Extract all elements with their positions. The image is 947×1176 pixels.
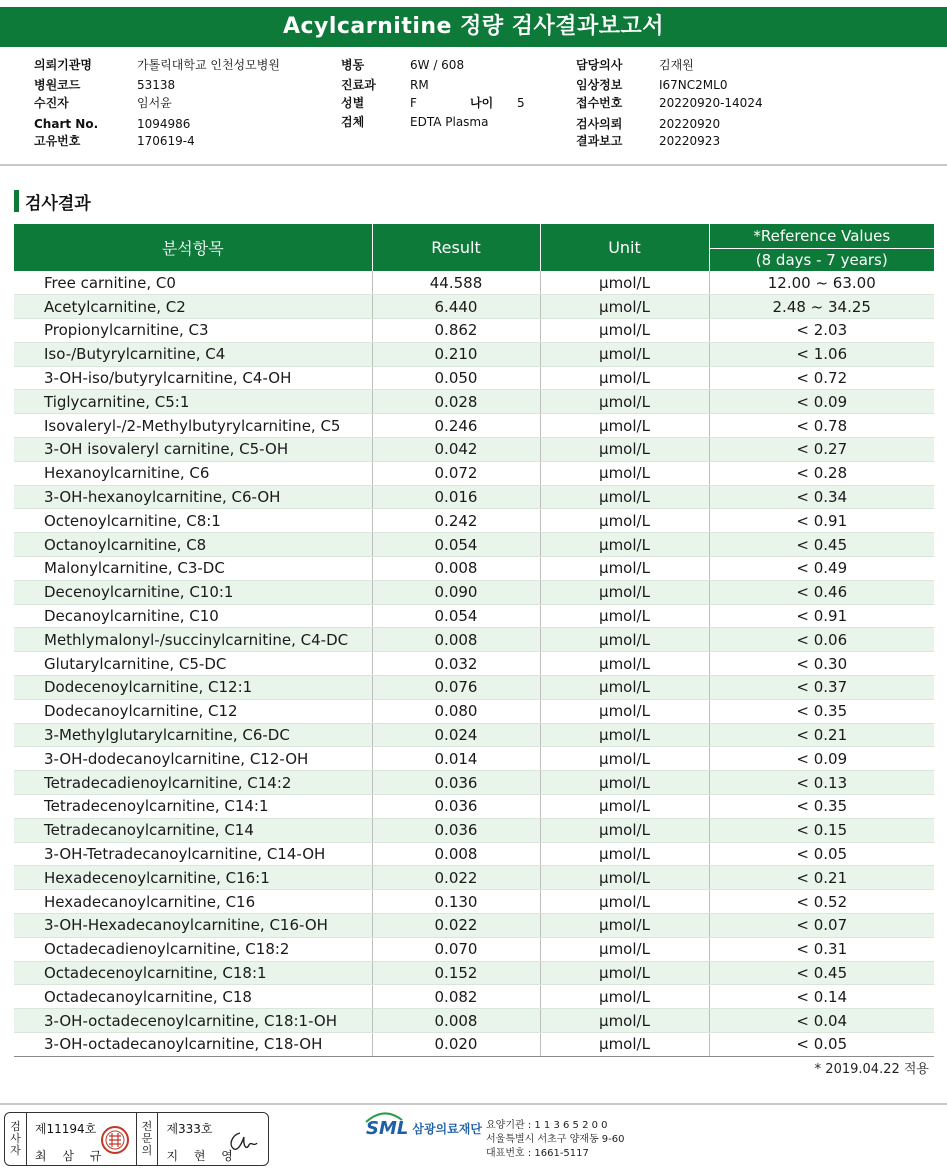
reference-value: < 1.06: [709, 342, 934, 366]
analyte-name: Octanoylcarnitine, C8: [14, 533, 372, 557]
table-row: [14, 747, 934, 771]
reference-value: < 0.45: [709, 533, 934, 557]
contact-info: [486, 1119, 625, 1161]
result-value: 0.022: [372, 866, 540, 890]
reference-value: < 0.35: [709, 795, 934, 819]
table-row: [14, 485, 934, 509]
result-value: 0.210: [372, 342, 540, 366]
result-value: 0.014: [372, 747, 540, 771]
specialist-name: 지 현 영: [166, 1149, 239, 1163]
table-row: [14, 414, 934, 438]
result-value: 0.246: [372, 414, 540, 438]
reference-value: < 0.37: [709, 676, 934, 700]
unique-label: 고유번호: [34, 134, 81, 148]
result-value: 0.090: [372, 580, 540, 604]
analyte-name: Octenoylcarnitine, C8:1: [14, 509, 372, 533]
result-value: 0.028: [372, 390, 540, 414]
unique-value: 170619-4: [137, 134, 195, 148]
specialist-label-char: 전: [141, 1120, 153, 1133]
table-row: [14, 295, 934, 319]
report-title: Acylcarnitine 정량 검사결과보고서: [0, 7, 947, 47]
result-value: 20220923: [659, 134, 721, 148]
result-value: 0.054: [372, 604, 540, 628]
table-row: [14, 842, 934, 866]
dept-value: RM: [410, 78, 429, 92]
table-row: [14, 557, 934, 581]
table-row: [14, 1033, 934, 1057]
table-row: [14, 985, 934, 1009]
table-row: [14, 866, 934, 890]
analyte-name: Acetylcarnitine, C2: [14, 295, 372, 319]
reference-value: < 0.35: [709, 699, 934, 723]
analyte-name: Decanoylcarnitine, C10: [14, 604, 372, 628]
signature-icon: [224, 1127, 260, 1157]
reference-value: < 0.07: [709, 914, 934, 938]
result-value: 0.080: [372, 699, 540, 723]
result-value: 0.020: [372, 1033, 540, 1057]
dept-label: 진료과: [341, 78, 376, 92]
section-title: 검사결과: [25, 193, 91, 214]
chart-value: 1094986: [137, 117, 191, 131]
header-age-range: (8 days - 7 years): [709, 248, 934, 271]
table-row: [14, 818, 934, 842]
result-value: 0.082: [372, 985, 540, 1009]
inspector-license: 제11194호: [34, 1122, 97, 1136]
unit-value: μmol/L: [540, 557, 709, 581]
analyte-name: Isovaleryl-/2-Methylbutyrylcarnitine, C5: [14, 414, 372, 438]
unit-value: μmol/L: [540, 1009, 709, 1033]
doctor-label: 담당의사: [576, 58, 623, 72]
unit-value: μmol/L: [540, 366, 709, 390]
result-value: 0.036: [372, 771, 540, 795]
result-value: 0.152: [372, 961, 540, 985]
unit-value: μmol/L: [540, 771, 709, 795]
specialist-cell: [158, 1113, 268, 1165]
table-row: [14, 652, 934, 676]
result-label: 결과보고: [576, 134, 623, 148]
patient-value: 임서윤: [137, 96, 172, 110]
section-marker: [14, 190, 19, 212]
inspector-name: 최 삼 규: [34, 1149, 108, 1163]
reference-value: < 0.52: [709, 890, 934, 914]
address: 서울특별시 서초구 양재동 9-60: [486, 1134, 625, 1145]
unit-value: μmol/L: [540, 342, 709, 366]
specialist-label: [137, 1113, 159, 1165]
hospital-value: 가톨릭대학교 인천성모병원: [137, 58, 280, 72]
chart-label: Chart No.: [34, 117, 99, 131]
results-body: [14, 271, 934, 1056]
table-row: [14, 723, 934, 747]
institution-number: 요양기관 : 1 1 3 6 5 2 0 0: [486, 1120, 608, 1131]
inspector-cell: [27, 1113, 137, 1165]
result-value: 0.070: [372, 937, 540, 961]
reference-value: < 0.05: [709, 842, 934, 866]
seal-icon: [100, 1125, 130, 1155]
unit-value: μmol/L: [540, 604, 709, 628]
analyte-name: Hexadecanoylcarnitine, C16: [14, 890, 372, 914]
unit-value: μmol/L: [540, 866, 709, 890]
result-value: 0.050: [372, 366, 540, 390]
sex-label: 성별: [341, 96, 365, 110]
reference-value: < 0.46: [709, 580, 934, 604]
unit-value: μmol/L: [540, 414, 709, 438]
analyte-name: 3-OH-octadecanoylcarnitine, C18-OH: [14, 1033, 372, 1057]
result-value: 0.024: [372, 723, 540, 747]
results-table: [14, 224, 934, 1057]
unit-value: μmol/L: [540, 438, 709, 462]
unit-value: μmol/L: [540, 985, 709, 1009]
table-row: [14, 271, 934, 295]
table-row: [14, 771, 934, 795]
specimen-value: EDTA Plasma: [410, 115, 489, 129]
table-row: [14, 509, 934, 533]
table-row: [14, 961, 934, 985]
result-value: 0.042: [372, 438, 540, 462]
table-row: [14, 795, 934, 819]
table-row: [14, 533, 934, 557]
reference-value: < 0.06: [709, 628, 934, 652]
table-row: [14, 1009, 934, 1033]
result-value: 0.076: [372, 676, 540, 700]
analyte-name: Tetradecadienoylcarnitine, C14:2: [14, 771, 372, 795]
reference-note: * 2019.04.22 적용: [814, 1062, 929, 1077]
unit-value: μmol/L: [540, 485, 709, 509]
analyte-name: Glutarylcarnitine, C5-DC: [14, 652, 372, 676]
sml-logo-text: SML: [366, 1118, 409, 1139]
header-result: Result: [372, 224, 540, 271]
unit-value: μmol/L: [540, 842, 709, 866]
receipt-label: 접수번호: [576, 96, 623, 110]
info-divider: [0, 164, 947, 166]
table-row: [14, 319, 934, 343]
request-value: 20220920: [659, 117, 721, 131]
analyte-name: Malonylcarnitine, C3-DC: [14, 557, 372, 581]
unit-value: μmol/L: [540, 747, 709, 771]
sex-value: F: [410, 96, 417, 110]
phone: 대표번호 : 1661-5117: [486, 1148, 589, 1159]
analyte-name: 3-OH-hexanoylcarnitine, C6-OH: [14, 485, 372, 509]
result-value: 0.008: [372, 557, 540, 581]
reference-value: < 0.21: [709, 866, 934, 890]
ward-label: 병동: [341, 58, 365, 72]
clinical-value: I67NC2ML0: [659, 78, 728, 92]
analyte-name: 3-OH-dodecanoylcarnitine, C12-OH: [14, 747, 372, 771]
unit-value: μmol/L: [540, 533, 709, 557]
analyte-name: Propionylcarnitine, C3: [14, 319, 372, 343]
age-value: 5: [517, 96, 525, 110]
analyte-name: Free carnitine, C0: [14, 271, 372, 295]
clinical-label: 임상정보: [576, 78, 623, 92]
unit-value: μmol/L: [540, 961, 709, 985]
unit-value: μmol/L: [540, 699, 709, 723]
result-value: 0.008: [372, 628, 540, 652]
inspector-label-char: 검: [10, 1120, 21, 1133]
unit-value: μmol/L: [540, 390, 709, 414]
table-row: [14, 438, 934, 462]
table-row: [14, 699, 934, 723]
table-row: [14, 461, 934, 485]
reference-value: < 0.91: [709, 509, 934, 533]
hospital-label: 의뢰기관명: [34, 58, 92, 72]
analyte-name: Methlymalonyl-/succinylcarnitine, C4-DC: [14, 628, 372, 652]
reference-value: < 0.78: [709, 414, 934, 438]
unit-value: μmol/L: [540, 1033, 709, 1057]
logo-arc-icon: [364, 1110, 404, 1124]
header-item: 분석항목: [14, 224, 372, 271]
age-label: 나이: [470, 96, 494, 110]
specialist-label-char: 의: [141, 1144, 153, 1157]
footer-divider: [0, 1103, 947, 1105]
analyte-name: 3-OH-Tetradecanoylcarnitine, C14-OH: [14, 842, 372, 866]
reference-value: < 0.31: [709, 937, 934, 961]
unit-value: μmol/L: [540, 890, 709, 914]
reference-value: < 0.45: [709, 961, 934, 985]
code-value: 53138: [137, 78, 176, 92]
reference-value: < 0.15: [709, 818, 934, 842]
analyte-name: Tetradecenoylcarnitine, C14:1: [14, 795, 372, 819]
analyte-name: Decenoylcarnitine, C10:1: [14, 580, 372, 604]
reference-value: < 0.09: [709, 390, 934, 414]
unit-value: μmol/L: [540, 580, 709, 604]
inspector-label: [5, 1113, 27, 1165]
unit-value: μmol/L: [540, 937, 709, 961]
inspector-label-char: 사: [10, 1132, 21, 1145]
receipt-value: 20220920-14024: [659, 96, 763, 110]
analyte-name: Octadecanoylcarnitine, C18: [14, 985, 372, 1009]
table-row: [14, 604, 934, 628]
unit-value: μmol/L: [540, 628, 709, 652]
unit-value: μmol/L: [540, 795, 709, 819]
table-row: [14, 580, 934, 604]
table-row: [14, 890, 934, 914]
result-value: 0.036: [372, 795, 540, 819]
unit-value: μmol/L: [540, 271, 709, 295]
result-value: 0.008: [372, 1009, 540, 1033]
result-value: 0.242: [372, 509, 540, 533]
code-label: 병원코드: [34, 78, 81, 92]
signature-box: [4, 1112, 269, 1166]
analyte-name: Dodecenoylcarnitine, C12:1: [14, 676, 372, 700]
reference-value: < 0.49: [709, 557, 934, 581]
table-row: [14, 366, 934, 390]
request-label: 검사의뢰: [576, 117, 623, 131]
analyte-name: Octadecadienoylcarnitine, C18:2: [14, 937, 372, 961]
reference-value: < 0.21: [709, 723, 934, 747]
result-value: 0.016: [372, 485, 540, 509]
analyte-name: 3-Methylglutarylcarnitine, C6-DC: [14, 723, 372, 747]
doctor-value: 김재원: [659, 58, 694, 72]
foundation-name: 삼광의료재단: [412, 1122, 482, 1136]
result-value: 44.588: [372, 271, 540, 295]
table-row: [14, 628, 934, 652]
result-value: 0.036: [372, 818, 540, 842]
analyte-name: Dodecanoylcarnitine, C12: [14, 699, 372, 723]
analyte-name: 3-OH-Hexadecanoylcarnitine, C16-OH: [14, 914, 372, 938]
patient-info: [0, 56, 947, 164]
section-heading: [14, 189, 91, 213]
analyte-name: Tiglycarnitine, C5:1: [14, 390, 372, 414]
header-unit: Unit: [540, 224, 709, 271]
result-value: 0.130: [372, 890, 540, 914]
unit-value: μmol/L: [540, 652, 709, 676]
table-row: [14, 914, 934, 938]
reference-value: < 0.27: [709, 438, 934, 462]
reference-value: < 2.03: [709, 319, 934, 343]
result-value: 0.072: [372, 461, 540, 485]
reference-value: 12.00 ~ 63.00: [709, 271, 934, 295]
unit-value: μmol/L: [540, 319, 709, 343]
unit-value: μmol/L: [540, 461, 709, 485]
unit-value: μmol/L: [540, 295, 709, 319]
analyte-name: Octadecenoylcarnitine, C18:1: [14, 961, 372, 985]
reference-value: < 0.13: [709, 771, 934, 795]
result-value: 0.022: [372, 914, 540, 938]
analyte-name: Tetradecanoylcarnitine, C14: [14, 818, 372, 842]
analyte-name: Hexanoylcarnitine, C6: [14, 461, 372, 485]
specialist-license: 제333호: [166, 1122, 213, 1136]
ward-value: 6W / 608: [410, 58, 465, 72]
result-value: 0.862: [372, 319, 540, 343]
table-row: [14, 676, 934, 700]
unit-value: μmol/L: [540, 509, 709, 533]
reference-value: < 0.14: [709, 985, 934, 1009]
analyte-name: 3-OH isovaleryl carnitine, C5-OH: [14, 438, 372, 462]
specialist-label-char: 문: [141, 1132, 153, 1145]
analyte-name: Hexadecenoylcarnitine, C16:1: [14, 866, 372, 890]
table-row: [14, 937, 934, 961]
unit-value: μmol/L: [540, 914, 709, 938]
reference-value: < 0.28: [709, 461, 934, 485]
reference-value: < 0.05: [709, 1033, 934, 1057]
unit-value: μmol/L: [540, 676, 709, 700]
header-reference: *Reference Values: [709, 224, 934, 248]
unit-value: μmol/L: [540, 723, 709, 747]
analyte-name: 3-OH-octadecenoylcarnitine, C18:1-OH: [14, 1009, 372, 1033]
result-value: 0.032: [372, 652, 540, 676]
reference-value: < 0.04: [709, 1009, 934, 1033]
table-row: [14, 342, 934, 366]
result-value: 0.054: [372, 533, 540, 557]
result-value: 6.440: [372, 295, 540, 319]
reference-value: < 0.09: [709, 747, 934, 771]
sml-logo: [366, 1118, 482, 1139]
specimen-label: 검체: [341, 115, 365, 129]
analyte-name: Iso-/Butyrylcarnitine, C4: [14, 342, 372, 366]
reference-value: < 0.30: [709, 652, 934, 676]
table-row: [14, 390, 934, 414]
result-value: 0.008: [372, 842, 540, 866]
reference-value: < 0.34: [709, 485, 934, 509]
unit-value: μmol/L: [540, 818, 709, 842]
reference-value: < 0.72: [709, 366, 934, 390]
reference-value: < 0.91: [709, 604, 934, 628]
patient-label: 수진자: [34, 96, 69, 110]
inspector-label-char: 자: [10, 1144, 21, 1157]
reference-value: 2.48 ~ 34.25: [709, 295, 934, 319]
analyte-name: 3-OH-iso/butyrylcarnitine, C4-OH: [14, 366, 372, 390]
